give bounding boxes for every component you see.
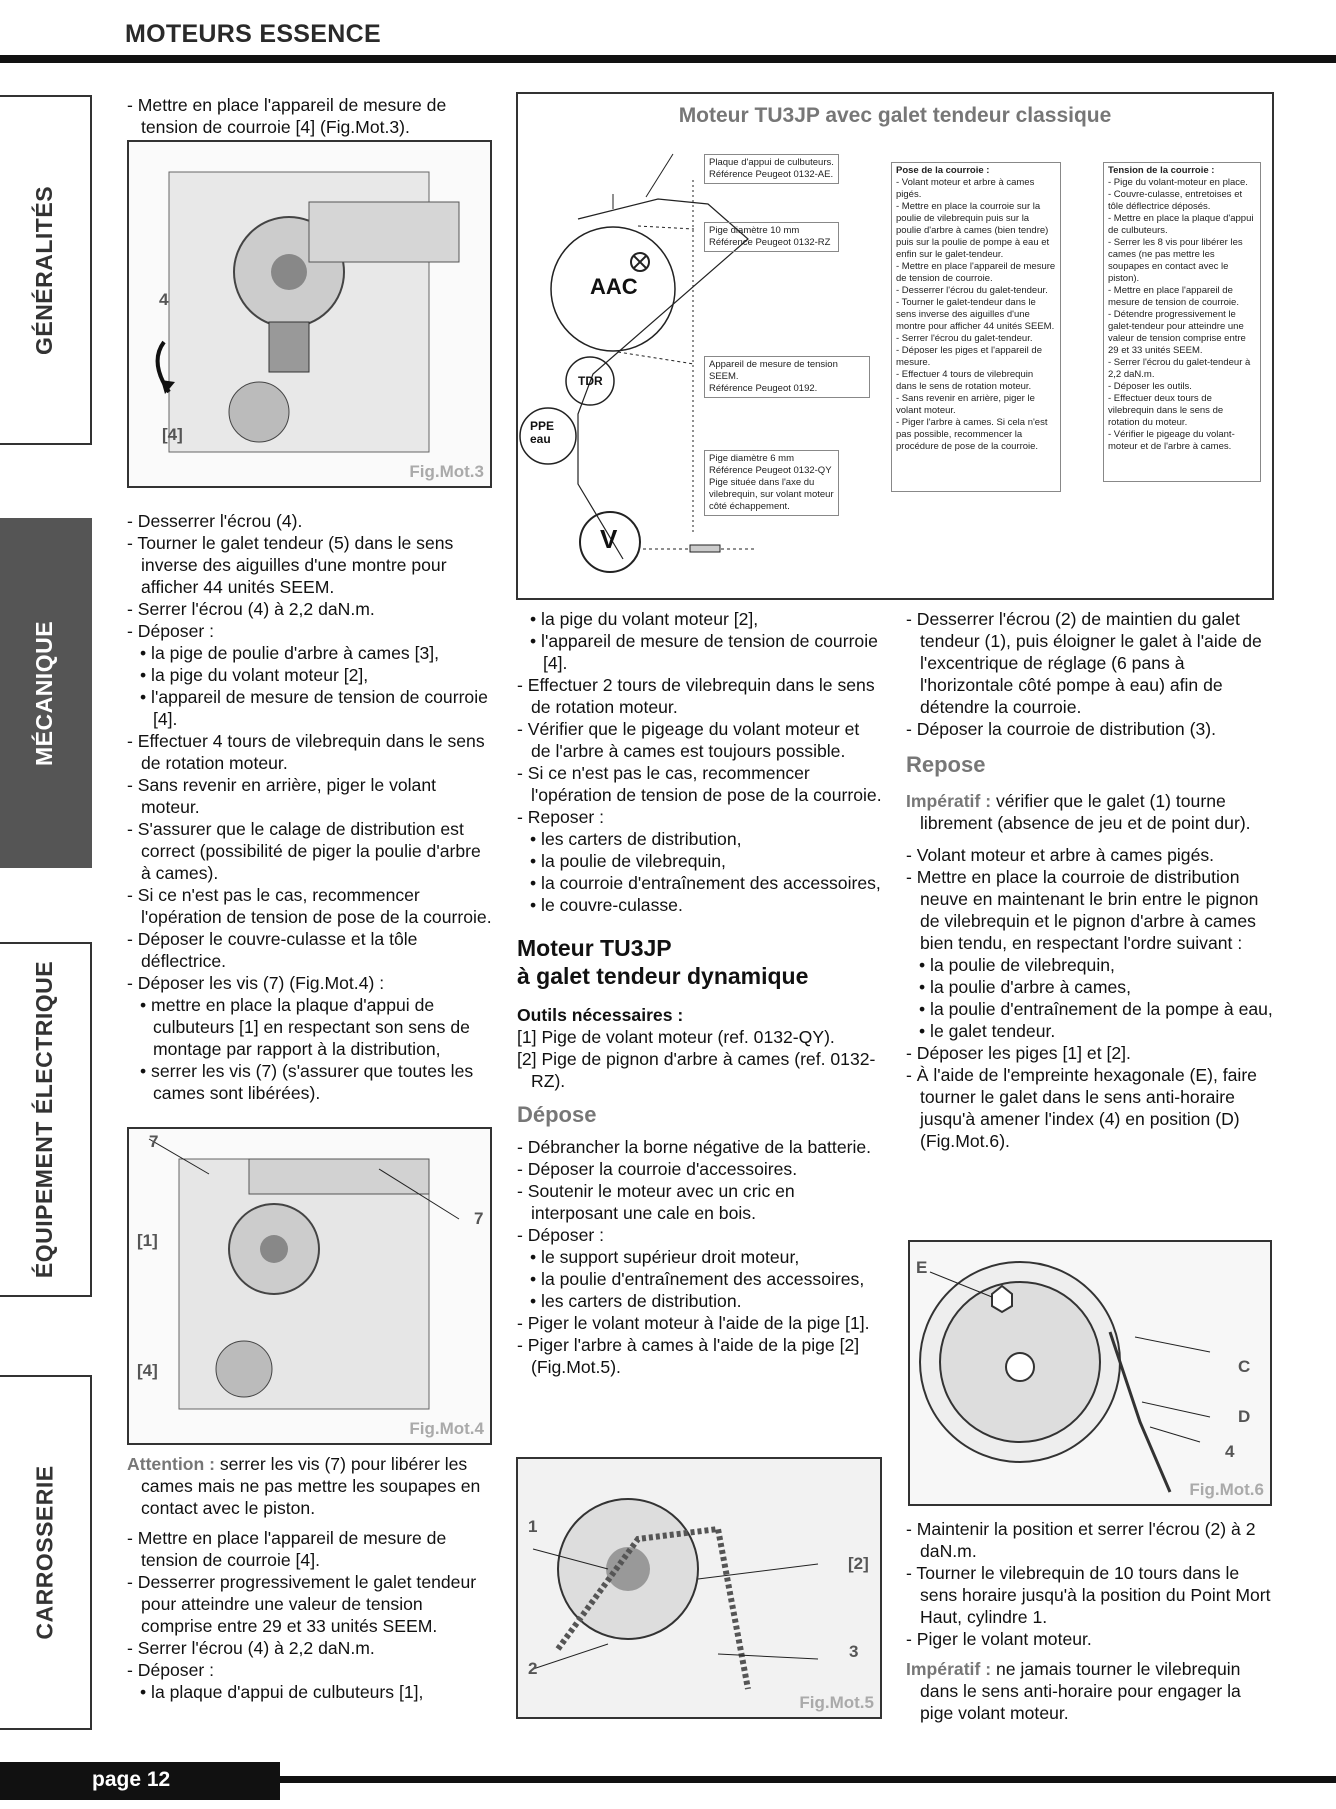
- intro-step: - Mettre en place l'appareil de mesure de tension de courroie [4] (Fig.Mot.3).: [127, 95, 447, 137]
- section-title-tu3jp-dynamique: Moteur TU3JP à galet tendeur dynamique: [517, 935, 809, 989]
- callout-pige-6mm: Pige diamètre 6 mm Référence Peugeot 0132-QY Pige située dans l'axe du vilebrequin, sur volant moteur côté échappement.: [704, 450, 839, 516]
- callout-seem: Appareil de mesure de tension SEEM. Référence Peugeot 0192.: [704, 356, 870, 398]
- step: - Mettre en place la courroie de distribution neuve en maintenant le brin entre le pignon de vilebrequin et le pignon d'arbre à cames bien tendu, en respectant l'ordre suivant :: [906, 867, 1259, 953]
- bullet: • les carters de distribution,: [530, 829, 742, 849]
- pose-courroie-box: [891, 162, 1061, 492]
- section-repose: Repose: [906, 752, 986, 777]
- section-depose: Dépose: [517, 1102, 597, 1127]
- figure-mot-4: [127, 1127, 492, 1445]
- tension-text: - Pige du volant-moteur en place. - Couvre-culasse, entretoises et tôle déflectrice déposés. - Mettre en place la plaque d'appui de culbuteurs. - Serrer les 8 vis pour libérer les cames (ne pas mettre les soupapes en contact avec le piston). - Mettre en place l'appareil de mesure de tension de courroie. - Détendre progressivement le galet-tendeur pour atteindre une valeur de tension comprise entre 29 et 33 unités SEEM. - Serrer l'écrou du galet-tendeur à 2,2 daN.m. - Déposer les outils. - Effectuer deux tours de vilebrequin dans le sens de rotation du moteur. - Vérifier le pigeage du volant-moteur et de l'arbre à cames.: [1108, 177, 1254, 452]
- column-2: [517, 608, 883, 1378]
- step: - Piger l'arbre à cames à l'aide de la pige [2] (Fig.Mot.5).: [517, 1335, 860, 1377]
- bullet: • le galet tendeur.: [919, 1021, 1056, 1041]
- step: - S'assurer que le calage de distribution est correct (possibilité de piger la poulie d'arbre à cames).: [127, 819, 481, 883]
- bullet: • la plaque d'appui de culbuteurs [1],: [140, 1682, 424, 1702]
- attention-text: serrer les vis (7) pour libérer les cames mais ne pas mettre les soupapes en contact avec le piston.: [141, 1454, 481, 1518]
- imperatif-note: [906, 790, 1274, 834]
- step: - Débrancher la borne négative de la batterie.: [517, 1137, 872, 1157]
- tab-carrosserie[interactable]: [0, 1375, 92, 1730]
- pose-title: Pose de la courroie :: [896, 165, 990, 176]
- bullet: • la poulie de vilebrequin,: [919, 955, 1115, 975]
- fig5-label-2: 2: [528, 1659, 538, 1678]
- footer-rule: [280, 1776, 1336, 1783]
- step: - Tourner le vilebrequin de 10 tours dans le sens horaire jusqu'à la position du Point Mort Haut, cylindre 1.: [906, 1563, 1271, 1627]
- callout-plaque: Plaque d'appui de culbuteurs. Référence Peugeot 0132-AE.: [704, 154, 839, 184]
- tab-label: CARROSSERIE: [31, 1465, 58, 1640]
- bullet: • la pige de poulie d'arbre à cames [3],: [140, 643, 440, 663]
- imperatif-note: [906, 1658, 1274, 1724]
- imperatif-text: ne jamais tourner le vilebrequin dans le sens anti-horaire pour engager la pige volant moteur.: [920, 1659, 1241, 1723]
- step: - Déposer les vis (7) (Fig.Mot.4) :: [127, 973, 385, 993]
- fig4-label-7a: 7: [149, 1132, 159, 1151]
- figure-mot-3: [127, 140, 492, 488]
- tools-title: Outils nécessaires :: [517, 1005, 684, 1025]
- step: - Mettre en place l'appareil de mesure de tension de courroie [4].: [127, 1528, 447, 1570]
- column-3: [906, 608, 1274, 1152]
- step: - Serrer l'écrou (4) à 2,2 daN.m.: [127, 599, 375, 619]
- fig6-label-e: E: [916, 1258, 928, 1277]
- step: - Déposer :: [127, 621, 215, 641]
- column-1: [127, 94, 493, 138]
- bullet: • mettre en place la plaque d'appui de culbuteurs [1] en respectant son sens de montage par rapport à la distribution,: [140, 995, 470, 1059]
- bullet: • serrer les vis (7) (s'assurer que toutes les cames sont libérées).: [140, 1061, 474, 1103]
- timing-gear-illustration: [518, 1459, 882, 1719]
- step: - Si ce n'est pas le cas, recommencer l'opération de tension de pose de la courroie.: [127, 885, 492, 927]
- bullet: • le couvre-culasse.: [530, 895, 683, 915]
- bullet: • la pige du volant moteur [2],: [530, 609, 759, 629]
- imperatif-label: Impératif :: [906, 1659, 992, 1679]
- label-v: V: [600, 524, 618, 554]
- column-1-bottom: [127, 1453, 493, 1703]
- step: - Desserrer progressivement le galet tendeur pour atteindre une valeur de tension comprise entre 29 et 33 unités SEEM.: [127, 1572, 477, 1636]
- tab-generalites[interactable]: [0, 95, 92, 445]
- step: - Déposer :: [517, 1225, 605, 1245]
- step: - Soutenir le moteur avec un cric en interposant une cale en bois.: [517, 1181, 795, 1223]
- bullet: • l'appareil de mesure de tension de courroie [4].: [140, 687, 488, 729]
- fig3-caption: Fig.Mot.3: [409, 462, 484, 481]
- fig5-label-bracket-2: [2]: [848, 1554, 869, 1573]
- bullet: • les carters de distribution.: [530, 1291, 742, 1311]
- step: - Desserrer l'écrou (2) de maintien du galet tendeur (1), puis éloigner le galet à l'aide de l'excentrique de réglage (6 pans à l'horizontale côté pompe à eau) afin de détendre la courroie.: [906, 609, 1262, 717]
- fig4-caption: Fig.Mot.4: [409, 1419, 484, 1438]
- bullet: • la poulie de vilebrequin,: [530, 851, 726, 871]
- tool-item: [1] Pige de volant moteur (ref. 0132-QY).: [517, 1027, 835, 1047]
- diagram-title: Moteur TU3JP avec galet tendeur classique: [678, 104, 1112, 127]
- fig6-label-c: C: [1238, 1357, 1251, 1376]
- fig6-caption: Fig.Mot.6: [1189, 1480, 1264, 1499]
- bullet: • la courroie d'entraînement des accessoires,: [530, 873, 881, 893]
- page-number: page 12: [0, 1762, 280, 1800]
- tension-courroie-box: [1103, 162, 1261, 482]
- pose-text: - Volant moteur et arbre à cames pigés. - Mettre en place la courroie sur la poulie de vilebrequin puis sur la poulie d'arbre à cames (bien tendre) puis sur la poulie de pompe à eau et enfin sur le galet-tendeur. - Mettre en place l'appareil de mesure de tension de courroie. - Desserrer l'écrou du galet-tendeur. - Tourner le galet-tendeur dans le sens inverse des aiguilles d'une montre pour afficher 44 unités SEEM. - Serrer l'écrou du galet-tendeur. - Déposer les piges et l'appareil de mesure. - Effectuer 4 tours de vilebrequin dans le sens de rotation moteur. - Sans revenir en arrière, piger le volant moteur. - Piger l'arbre à cames. Si cela n'est pas possible, recommencer la procédure de pose de la courroie.: [896, 177, 1056, 452]
- step: - Reposer :: [517, 807, 605, 827]
- fig5-label-3: 3: [849, 1642, 859, 1661]
- step: - Tourner le galet tendeur (5) dans le sens inverse des aiguilles d'une montre pour afficher 44 unités SEEM.: [127, 533, 454, 597]
- diagram-tu3jp-classique: [516, 92, 1274, 600]
- header-rule: [0, 55, 1336, 63]
- step: - Serrer l'écrou (4) à 2,2 daN.m.: [127, 1638, 375, 1658]
- step: - Déposer les piges [1] et [2].: [906, 1043, 1131, 1063]
- page-header-title: MOTEURS ESSENCE: [125, 20, 381, 48]
- step: - Déposer la courroie de distribution (3).: [906, 719, 1216, 739]
- engine-illustration-3: [129, 142, 492, 488]
- tensioner-illustration: [910, 1242, 1272, 1506]
- step: - Volant moteur et arbre à cames pigés.: [906, 845, 1215, 865]
- bullet: • le support supérieur droit moteur,: [530, 1247, 800, 1267]
- tab-label: ÉQUIPEMENT ÉLECTRIQUE: [31, 960, 58, 1279]
- step: - Piger le volant moteur.: [906, 1629, 1092, 1649]
- tension-title: Tension de la courroie :: [1108, 165, 1215, 176]
- step: - Piger le volant moteur à l'aide de la pige [1].: [517, 1313, 870, 1333]
- column-1-steps: [127, 510, 493, 1104]
- fig6-label-4: 4: [1225, 1442, 1235, 1461]
- imperatif-label: Impératif :: [906, 791, 992, 811]
- bullet: • la pige du volant moteur [2],: [140, 665, 369, 685]
- tool-item: [2] Pige de pignon d'arbre à cames (ref. 0132-RZ).: [517, 1049, 876, 1091]
- engine-illustration-4: [129, 1129, 492, 1445]
- callout-pige-10mm: Pige diamètre 10 mm Référence Peugeot 0132-RZ: [704, 222, 839, 252]
- bullet: • l'appareil de mesure de tension de courroie [4].: [530, 631, 878, 673]
- step: - À l'aide de l'empreinte hexagonale (E), faire tourner le galet dans le sens anti-horaire jusqu'à amener l'index (4) en position (D) (Fig.Mot.6).: [906, 1065, 1257, 1151]
- step: - Effectuer 2 tours de vilebrequin dans le sens de rotation moteur.: [517, 675, 875, 717]
- step: - Déposer la courroie d'accessoires.: [517, 1159, 798, 1179]
- fig3-label-4: 4: [159, 290, 169, 309]
- column-3-bottom: [906, 1518, 1274, 1724]
- tab-label: MÉCANIQUE: [31, 620, 58, 766]
- label-tdr: TDR: [578, 374, 603, 388]
- label-aac: AAC: [590, 274, 638, 299]
- step: - Déposer le couvre-culasse et la tôle déflectrice.: [127, 929, 418, 971]
- fig5-label-1: 1: [528, 1517, 538, 1536]
- tab-equipement-electrique[interactable]: [0, 942, 92, 1297]
- step: - Déposer :: [127, 1660, 215, 1680]
- fig4-label-bracket-1: [1]: [137, 1231, 158, 1250]
- tab-mecanique[interactable]: [0, 518, 92, 868]
- step: - Maintenir la position et serrer l'écrou (2) à 2 daN.m.: [906, 1519, 1256, 1561]
- step: - Effectuer 4 tours de vilebrequin dans le sens de rotation moteur.: [127, 731, 485, 773]
- fig5-caption: Fig.Mot.5: [799, 1693, 874, 1712]
- attention-note: [127, 1453, 493, 1519]
- bullet: • la poulie d'entraînement des accessoires,: [530, 1269, 865, 1289]
- step: - Si ce n'est pas le cas, recommencer l'opération de tension de pose de la courroie.: [517, 763, 882, 805]
- fig3-label-bracket-4: [4]: [162, 425, 183, 444]
- fig4-label-bracket-4: [4]: [137, 1361, 158, 1380]
- label-ppe-eau: PPE eau: [530, 419, 555, 446]
- tab-label: GÉNÉRALITÉS: [31, 185, 58, 355]
- figure-mot-6: [908, 1240, 1272, 1506]
- imperatif-text: vérifier que le galet (1) tourne librement (absence de jeu et de point dur).: [920, 791, 1251, 833]
- fig4-label-7b: 7: [474, 1209, 484, 1228]
- step: - Sans revenir en arrière, piger le volant moteur.: [127, 775, 437, 817]
- fig6-label-d: D: [1238, 1407, 1251, 1426]
- step: - Vérifier que le pigeage du volant moteur et de l'arbre à cames est toujours possible.: [517, 719, 860, 761]
- attention-label: Attention :: [127, 1454, 215, 1474]
- figure-mot-5: [516, 1457, 882, 1719]
- bullet: • la poulie d'arbre à cames,: [919, 977, 1131, 997]
- bullet: • la poulie d'entraînement de la pompe à eau,: [919, 999, 1273, 1019]
- step: - Desserrer l'écrou (4).: [127, 511, 303, 531]
